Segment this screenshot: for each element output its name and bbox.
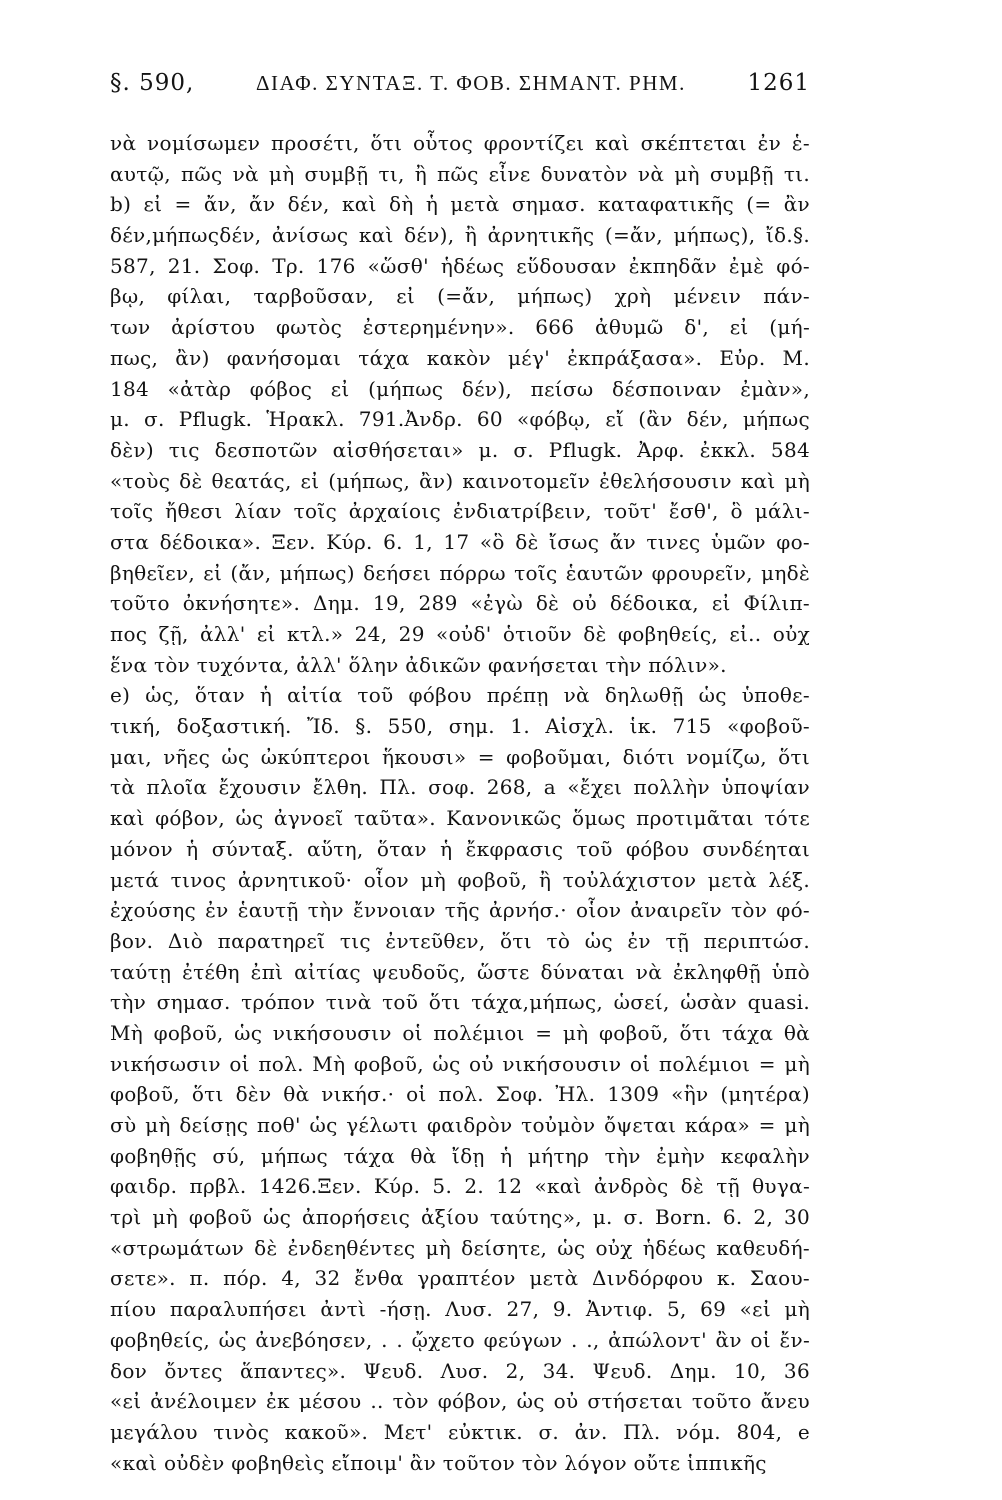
- text-line: δὲν) τις δεσποτῶν αἰσθήσεται» μ. σ. Pflugk. Ἀρφ. ἐκκλ. 584: [110, 437, 810, 462]
- text-line: μόνον ἡ σύνταξ. αὕτη, ὅταν ἡ ἔκφρασις τοῦ φόβου συνδέηται: [110, 836, 810, 861]
- body-text: [110, 128, 810, 1478]
- text-line: καὶ φόβον, ὡς ἀγνοεῖ ταῦτα». Κανονικῶς ὅμως προτιμᾶται τότε: [110, 806, 810, 831]
- running-header: [110, 70, 810, 120]
- text-line: ἐχούσης ἐν ἑαυτῇ τὴν ἔννοιαν τῆς ἀρνήσ.· οἷον ἀναιρεῖν τὸν φό-: [110, 898, 810, 923]
- text-line: φαιδρ. πρβλ. 1426.Ξεν. Κύρ. 5. 2. 12 «καὶ ἀνδρὸς δὲ τῇ θυγα-: [110, 1174, 810, 1199]
- text-line: νὰ νομίσωμεν προσέτι, ὅτι οὗτος φροντίζει καὶ σκέπτεται ἐν ἑ-: [110, 131, 810, 155]
- text-line: τοῖς ἤθεσι λίαν τοῖς ἀρχαίοις ἐνδιατρίβειν, τοῦτ' ἔσθ', ὃ μάλι-: [110, 499, 810, 524]
- text-line: αυτῷ, πῶς νὰ μὴ συμβῇ τι, ἢ πῶς εἶνε δυνατὸν νὰ μὴ συμβῇ τι.: [110, 161, 810, 186]
- book-page: [110, 70, 810, 1478]
- text-line: τοῦτο ὀκνήσητε». Δημ. 19, 289 «ἐγὼ δὲ οὐ δέδοικα, εἰ Φίλιπ-: [110, 591, 810, 616]
- text-line: 587, 21. Σοφ. Τρ. 176 «ὥσθ' ἡδέως εὕδουσαν ἐκπηδᾶν ἐμὲ φό-: [110, 253, 810, 278]
- text-line: φοβηθῇς σύ, μήπως τάχα θὰ ἴδῃ ἡ μήτηρ τὴν ἐμὴν κεφαλὴν: [110, 1143, 810, 1168]
- text-line: «στρωμάτων δὲ ἐνδεηθέντες μὴ δείσητε, ὡς οὐχ ἡδέως καθευδή-: [110, 1235, 810, 1260]
- text-line: βηθεῖεν, εἰ (ἄν, μήπως) δεήσει πόρρω τοῖς ἑαυτῶν φρουρεῖν, μηδὲ: [110, 560, 810, 585]
- text-line: σὺ μὴ δείσῃς ποθ' ὡς γέλωτι φαιδρὸν τοὐμὸν ὄψεται κάρα» = μὴ: [110, 1113, 810, 1137]
- section-number: §. 590,: [110, 70, 195, 96]
- page-number: 1261: [747, 70, 810, 96]
- text-line: φοβηθείς, ὡς ἀνεβόησεν, . . ᾤχετο φεύγων . ., ἀπώλοντ' ἂν οἱ ἔν-: [110, 1327, 810, 1352]
- text-line: τική, δοξαστική. Ἴδ. §. 550, σημ. 1. Αἰσχλ. ἱκ. 715 «φοβοῦ-: [110, 714, 810, 739]
- text-line: νικήσωσιν οἱ πολ. Μὴ φοβοῦ, ὡς οὐ νικήσουσιν οἱ πολέμιοι = μὴ: [110, 1051, 810, 1076]
- text-line: δον ὄντες ἅπαντες». Ψευδ. Λυσ. 2, 34. Ψευδ. Δημ. 10, 36: [110, 1358, 810, 1383]
- text-line: βον. Διὸ παρατηρεῖ τις ἐντεῦθεν, ὅτι τὸ ὡς ἐν τῇ περιπτώσ.: [110, 928, 810, 953]
- text-line: «καὶ οὐδὲν φοβηθεὶς εἴποιμ' ἂν τοῦτον τὸν λόγον οὔτε ἱππικῆς: [110, 1450, 767, 1475]
- text-line: «τοὺς δὲ θεατάς, εἰ (μήπως, ἂν) καινοτομεῖν ἐθελήσουσιν καὶ μὴ: [110, 468, 810, 493]
- text-line: σετε». π. πόρ. 4, 32 ἔνθα γραπτέον μετὰ Δινδόρφου κ. Σαου-: [110, 1266, 810, 1291]
- text-line: e) ὡς, ὅταν ἡ αἰτία τοῦ φόβου πρέπῃ νὰ δηλωθῇ ὡς ὑποθε-: [110, 683, 810, 708]
- text-line: μετά τινος ἀρνητικοῦ· οἷον μὴ φοβοῦ, ἢ τοὐλάχιστον μετὰ λέξ.: [110, 867, 810, 892]
- text-line: στα δέδοικα». Ξεν. Κύρ. 6. 1, 17 «ὃ δὲ ἴσως ἄν τινες ὑμῶν φο-: [110, 529, 810, 554]
- text-line: μεγάλου τινὸς κακοῦ». Μετ' εὐκτικ. σ. ἀν. Πλ. νόμ. 804, e: [110, 1419, 810, 1444]
- text-line: «εἰ ἀνέλοιμεν ἐκ μέσου .. τὸν φόβον, ὡς οὐ στήσεται τοῦτο ἄνευ: [110, 1389, 810, 1414]
- text-line: ἕνα τὸν τυχόντα, ἀλλ' ὅλην ἀδικῶν φανήσεται τὴν πόλιν».: [110, 652, 727, 677]
- text-line: 184 «ἀτὰρ φόβος εἰ (μήπως δέν), πείσω δέσποιναν ἐμὰν»,: [110, 376, 810, 401]
- text-line: πος ζῇ, ἀλλ' εἰ κτλ.» 24, 29 «οὐδ' ὁτιοῦν δὲ φοβηθείς, εἰ.. οὐχ: [110, 622, 810, 646]
- text-line: ταύτῃ ἐτέθη ἐπὶ αἰτίας ψευδοῦς, ὥστε δύναται νὰ ἐκληφθῇ ὑπὸ: [110, 959, 810, 984]
- text-line: τρὶ μὴ φοβοῦ ὡς ἀπορήσεις ἀξίου ταύτης», μ. σ. Born. 6. 2, 30: [110, 1205, 810, 1230]
- text-line: b) εἰ = ἄν, ἄν δέν, καὶ δὴ ἡ μετὰ σημασ. καταφατικῆς (= ἂν: [110, 192, 810, 217]
- text-line: βῳ, φίλαι, ταρβοῦσαν, εἰ (=ἄν, μήπως) χρὴ μένειν πάν-: [110, 284, 810, 309]
- text-line: φοβοῦ, ὅτι δὲν θὰ νικήσ.· οἱ πολ. Σοφ. Ἠλ. 1309 «ἣν (μητέρα): [110, 1082, 810, 1107]
- text-line: μ. σ. Pflugk. Ἡρακλ. 791.Ἀνδρ. 60 «φόβῳ, εἴ (ἂν δέν, μήπως: [110, 407, 810, 432]
- running-title: ΔΙΑΦ. ΣΥΝΤΑΞ. Τ. ΦΟΒ. ΣΗΜΑΝΤ. ΡΗΜ.: [255, 71, 686, 95]
- text-line: μαι, νῆες ὡς ὠκύπτεροι ἥκουσι» = φοβοῦμαι, διότι νομίζω, ὅτι: [110, 744, 810, 769]
- text-line: Μὴ φοβοῦ, ὡς νικήσουσιν οἱ πολέμιοι = μὴ φοβοῦ, ὅτι τάχα θὰ: [110, 1020, 810, 1045]
- text-line: δέν,μήπωςδέν, ἀνίσως καὶ δέν), ἢ ἀρνητικῆς (=ἄν, μήπως), ἴδ.§.: [110, 223, 810, 248]
- text-line: τὰ πλοῖα ἔχουσιν ἔλθη. Πλ. σοφ. 268, a «ἔχει πολλὴν ὑποψίαν: [110, 775, 810, 800]
- text-line: πως, ἂν) φανήσομαι τάχα κακὸν μέγ' ἐκπράξασα». Εὐρ. Μ.: [110, 345, 810, 370]
- text-line: τὴν σημασ. τρόπον τινὰ τοῦ ὅτι τάχα,μήπως, ὡσεί, ὡσὰν quasi.: [110, 990, 810, 1015]
- text-line: των ἀρίστου φωτὸς ἐστερημένην». 666 ἀθυμῶ δ', εἰ (μή-: [110, 315, 810, 340]
- text-line: πίου παραλυπήσει ἀντὶ -ήσῃ. Λυσ. 27, 9. Ἀντιφ. 5, 69 «εἰ μὴ: [110, 1297, 810, 1322]
